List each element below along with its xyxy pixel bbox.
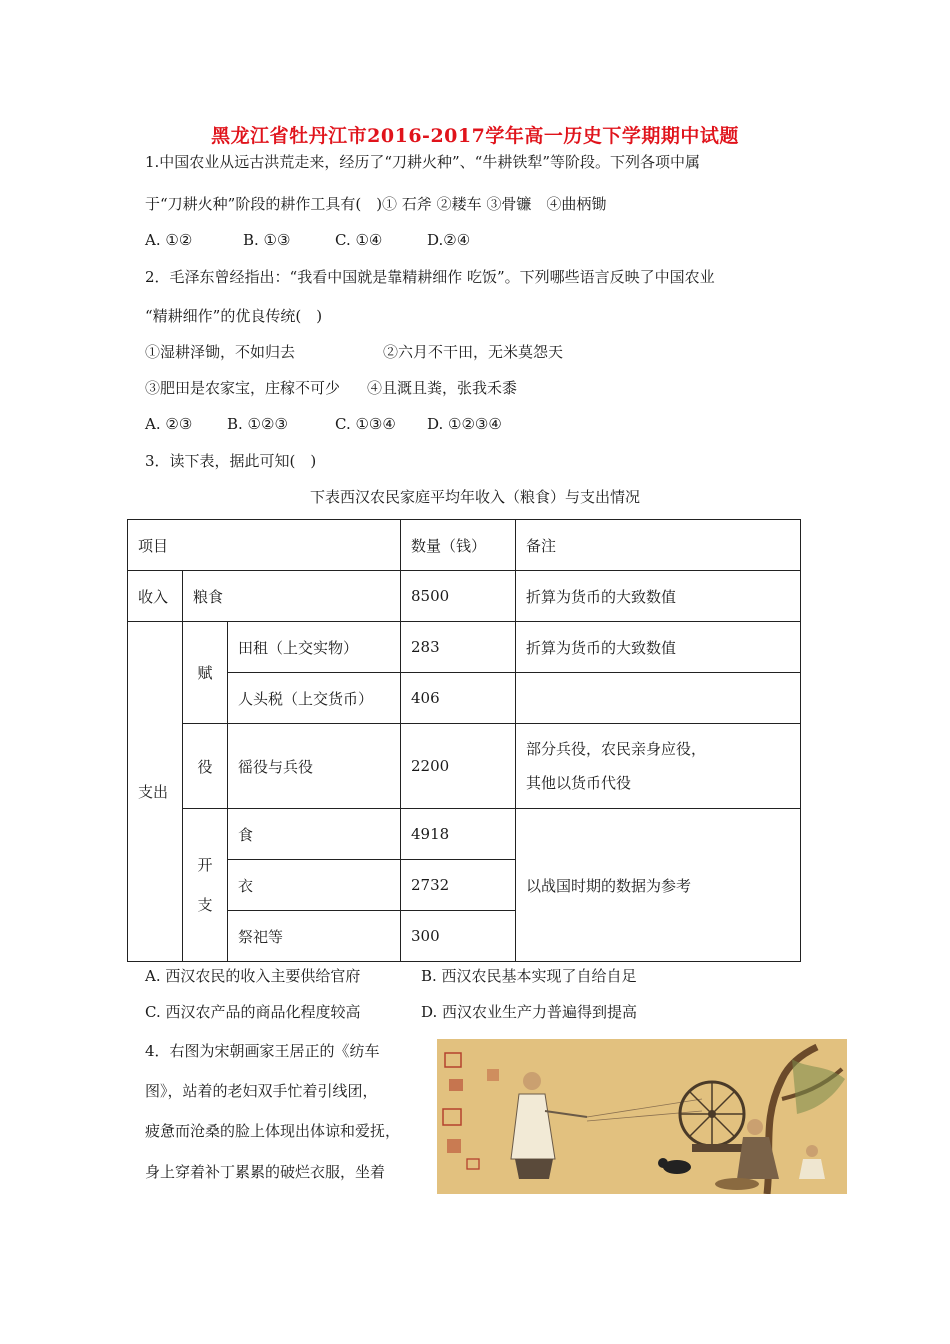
q2-option-b: B. ①②③ bbox=[227, 415, 288, 433]
q1-line1: 1.中国农业从远古洪荒走来，经历了“刀耕火种”、“牛耕铁犁”等阶段。下列各项中属 bbox=[145, 153, 700, 171]
cell-food-amount: 4918 bbox=[401, 809, 516, 860]
q3-option-a: A. 西汉农民的收入主要供给官府 bbox=[145, 967, 361, 985]
q1-option-d: D.②④ bbox=[427, 231, 471, 249]
spinning-wheel-painting bbox=[437, 1039, 847, 1194]
cell-expense: 支出 bbox=[128, 622, 183, 962]
q1-option-a: A. ①② bbox=[145, 231, 193, 249]
q4-line3: 疲惫而沧桑的脸上体现出体谅和爱抚， bbox=[145, 1122, 401, 1140]
q3-option-c: C. 西汉农产品的商品化程度较高 bbox=[145, 1003, 361, 1021]
cell-spending bbox=[183, 809, 228, 962]
cell-service: 役 bbox=[183, 724, 228, 809]
q2-line2: “精耕细作”的优良传统( ) bbox=[145, 307, 323, 325]
q2-option-a: A. ②③ bbox=[145, 415, 193, 433]
header-note: 备注 bbox=[516, 520, 801, 571]
cell-land-rent-amount: 283 bbox=[401, 622, 516, 673]
q1-options bbox=[145, 230, 470, 250]
cell-worship-amount: 300 bbox=[401, 911, 516, 962]
cell-grain: 粮食 bbox=[183, 571, 401, 622]
q2-item-2: ②六月不干田，无米莫怨天 bbox=[383, 343, 564, 361]
cell-land-rent: 田租（上交实物） bbox=[228, 622, 401, 673]
cell-land-rent-note: 折算为货币的大致数值 bbox=[516, 622, 801, 673]
cell-poll-tax: 人头税（上交货币） bbox=[228, 673, 401, 724]
cell-corvee-amount: 2200 bbox=[401, 724, 516, 809]
cell-clothing-amount: 2732 bbox=[401, 860, 516, 911]
q4-line4: 身上穿着补丁累累的破烂衣服，坐着 bbox=[145, 1163, 386, 1181]
cell-grain-note: 折算为货币的大致数值 bbox=[516, 571, 801, 622]
cell-grain-amount: 8500 bbox=[401, 571, 516, 622]
q1-line2: 于“刀耕火种”阶段的耕作工具有( )① 石斧 ②耧车 ③骨镰 ④曲柄锄 bbox=[145, 195, 607, 213]
spending-char-2: 支 bbox=[197, 896, 213, 914]
cell-poll-tax-amount: 406 bbox=[401, 673, 516, 724]
q1-option-c: C. ①④ bbox=[335, 231, 383, 249]
q3-options-row1 bbox=[145, 966, 637, 986]
cell-spending-note: 以战国时期的数据为参考 bbox=[516, 809, 801, 962]
cell-worship: 祭祀等 bbox=[228, 911, 401, 962]
q2-option-d: D. ①②③④ bbox=[427, 415, 502, 433]
cell-corvee: 徭役与兵役 bbox=[228, 724, 401, 809]
spending-char-1: 开 bbox=[197, 856, 213, 874]
header-amount: 数量（钱） bbox=[401, 520, 516, 571]
cell-poll-tax-note bbox=[516, 673, 801, 724]
q2-items-row2 bbox=[145, 378, 517, 398]
q2-options bbox=[145, 414, 502, 434]
document-title: 黑龙江省牡丹江市2016-2017学年高一历史下学期期中试题 bbox=[211, 125, 739, 147]
header-item: 项目 bbox=[128, 520, 401, 571]
cell-income: 收入 bbox=[128, 571, 183, 622]
q3-option-b: B. 西汉农民基本实现了自给自足 bbox=[421, 967, 637, 985]
q4-line1: 4．右图为宋朝画家王居正的《纺车 bbox=[145, 1042, 380, 1060]
q4-line2: 图》，站着的老妇双手忙着引线团， bbox=[145, 1082, 378, 1100]
cell-tax: 赋 bbox=[183, 622, 228, 724]
table-caption: 下表西汉农民家庭平均年收入（粮食）与支出情况 bbox=[309, 488, 640, 506]
q3-stem: 3．读下表，据此可知( ) bbox=[145, 452, 317, 470]
q3-option-d: D. 西汉农业生产力普遍得到提高 bbox=[421, 1003, 638, 1021]
q2-option-c: C. ①③④ bbox=[335, 415, 396, 433]
corvee-note-line1: 部分兵役，农民亲身应役， bbox=[526, 740, 707, 758]
cell-food: 食 bbox=[228, 809, 401, 860]
q2-item-1: ①湿耕泽锄，不如归去 bbox=[145, 343, 296, 361]
cell-clothing: 衣 bbox=[228, 860, 401, 911]
q2-items-row1 bbox=[145, 342, 563, 362]
income-expense-table bbox=[127, 519, 801, 962]
q2-item-3: ③肥田是农家宝，庄稼不可少 bbox=[145, 379, 341, 397]
q2-item-4: ④且溉且粪，张我禾黍 bbox=[367, 379, 518, 397]
q1-option-b: B. ①③ bbox=[243, 231, 291, 249]
cell-corvee-note bbox=[516, 724, 801, 809]
q3-options-row2 bbox=[145, 1002, 637, 1022]
q2-line1: 2．毛泽东曾经指出：“我看中国就是靠精耕细作 吃饭”。下列哪些语言反映了中国农业 bbox=[145, 268, 715, 286]
corvee-note-line2: 其他以货币代役 bbox=[526, 774, 632, 792]
